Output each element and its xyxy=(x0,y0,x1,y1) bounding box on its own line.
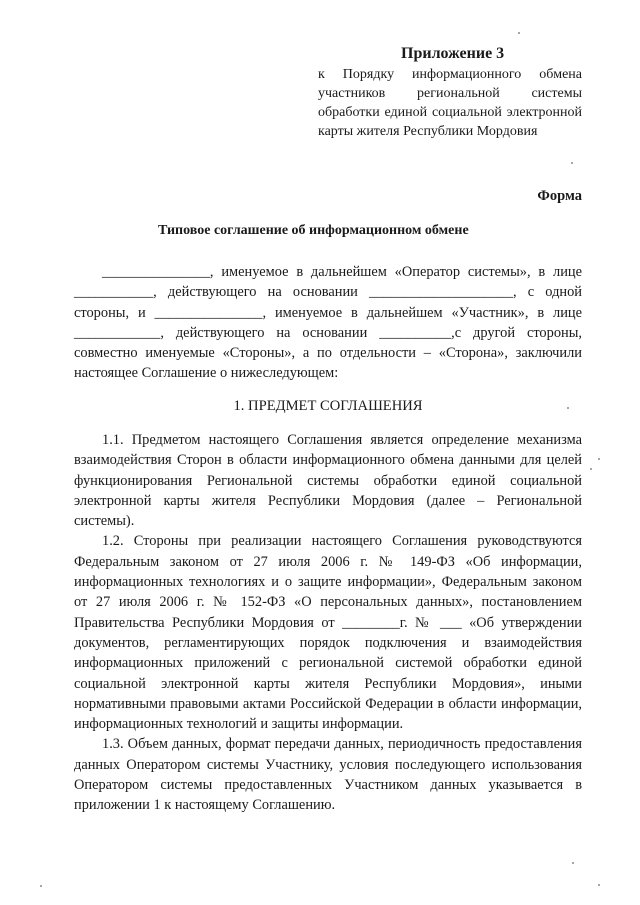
paragraph-1-2: 1.2. Стороны при реализации настоящего Соглашения руководствуются Федеральным законом от 27 июля 2006 г. № 149-ФЗ «Об информации, информационных технологиях и о защите информации», Федеральным законом от 27 июля 2006 г. № 152-ФЗ «О персональных данных», постановлением Правительства Республики Мордовия от ________г. № ___ «Об утверждении документов, регламентирующих порядок подключения и взаимодействия информационных приложений с региональной системой обработки единой социальной электронной карты жителя Республики Мордовия», иными нормативными правовыми актами Российской Федерации в области информации, информационных технологий и защиты информации. xyxy=(74,533,582,733)
intro-block xyxy=(74,262,582,384)
appendix-reference: к Порядку информационного обмена участников региональной системы обработки единой социальной электронной карты жителя Республики Мордовия xyxy=(318,67,582,139)
scan-speck xyxy=(590,468,592,470)
scan-speck xyxy=(567,407,569,409)
form-label: Форма xyxy=(537,188,582,204)
paragraph-1-3: 1.3. Объем данных, формат передачи данных, периодичность предоставления данных Оператором системы Участнику, условия последующего использования Оператором системы предоставленных Участником данных указывается в приложении 1 к настоящему Соглашению. xyxy=(74,736,582,814)
appendix-block xyxy=(318,44,582,141)
document-title: Типовое соглашение об информационном обмене xyxy=(158,223,469,238)
appendix-title: Приложение 3 xyxy=(401,45,505,62)
section-body xyxy=(74,430,582,816)
scan-speck xyxy=(40,885,42,887)
scan-speck xyxy=(598,458,600,460)
scan-speck xyxy=(571,162,573,164)
paragraph-1-1: 1.1. Предметом настоящего Соглашения является определение механизма взаимодействия Сторон в области информационного обмена данными для целей функционирования Региональной системы обработки единой социальной электронной карты жителя Республики Мордовия (далее – Региональной системы). xyxy=(74,432,582,530)
scan-speck xyxy=(572,862,574,864)
scan-speck xyxy=(598,884,600,886)
intro-paragraph: _______________, именуемое в дальнейшем «Оператор системы», в лице ___________, действующего на основании ____________________, с одной стороны, и _______________, именуемое в дальнейшем «Участник», в лице ____________, действующего на основании __________,с другой стороны, совместно именуемые «Стороны», а по отдельности – «Сторона», заключили настоящее Соглашение о нижеследующем: xyxy=(74,264,582,382)
section-heading: 1. ПРЕДМЕТ СОГЛАШЕНИЯ xyxy=(233,398,423,414)
scan-speck xyxy=(518,32,520,34)
